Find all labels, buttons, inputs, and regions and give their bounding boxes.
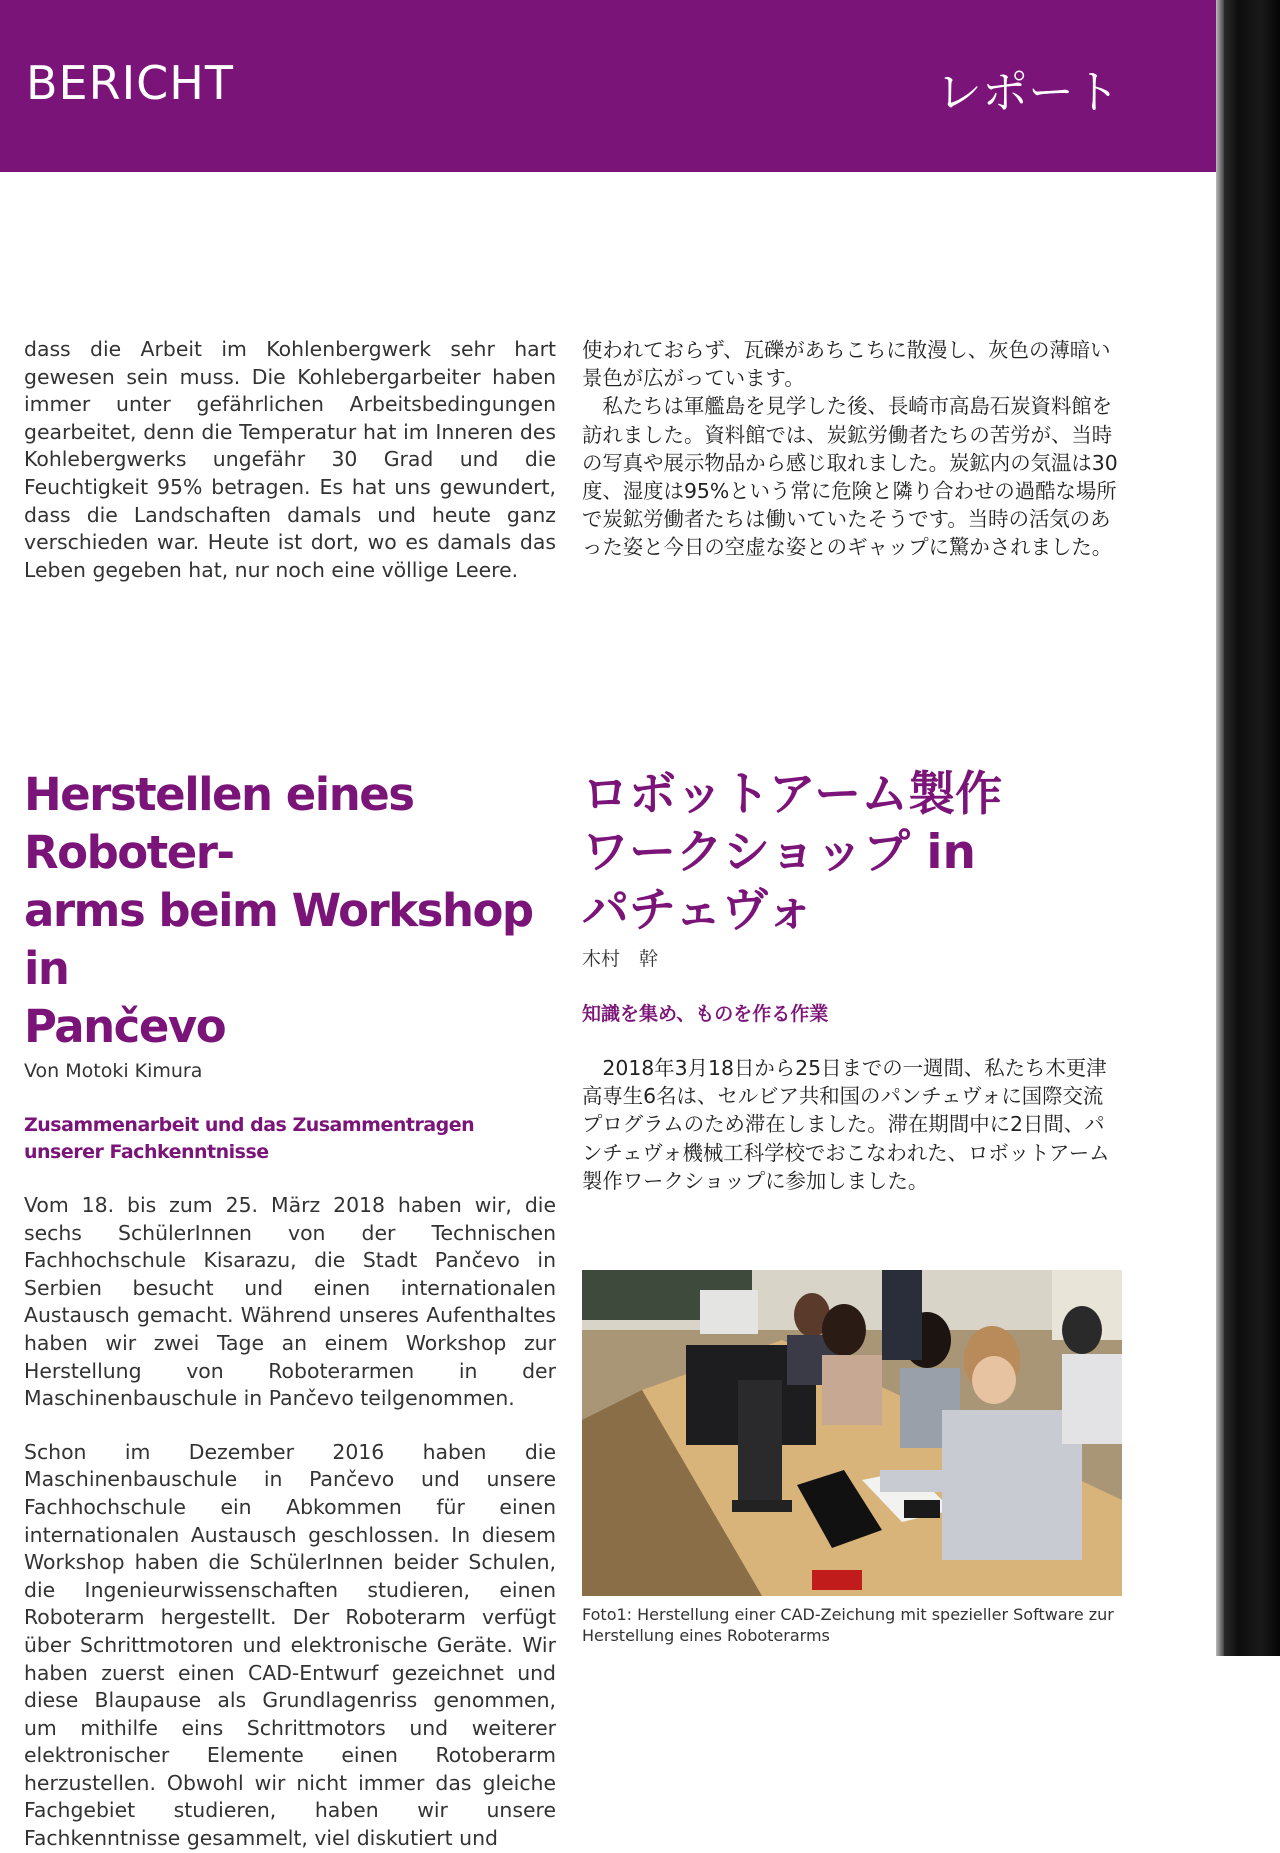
article-title-de-line-1: Herstellen eines Roboter- xyxy=(24,768,414,879)
subheading-de: Zusammenarbeit und das Zusammentragen unserer Fachkenntnisse xyxy=(24,1114,475,1163)
article-paragraph-de-2: Schon im Dezember 2016 haben die Maschinenbauschule in Pančevo und unsere Fachhochschule ein Abkommen für einen internationalen Austausch geschlossen. In diesem Workshop haben die SchülerInnen beider Schulen, die Ingenieurwissenschaften studieren, einen Roboterarm hergestellt. Der Roboterarm verfügt über Schrittmotoren und elektronische Geräte. Wir haben zuerst einen CAD-Entwurf gezeichnet und diese Blaupause als Grundlagenriss genommen, um mithilfe eins Schrittmotors und weiterer elektronischer Elemente einen Rotoberarm herzustellen. Obwohl wir nicht immer das gleiche Fachgebiet studieren, haben wir unsere Fachkenntnisse gesammelt, viel diskutiert und xyxy=(24,1439,556,1851)
article-paragraph-ja-1: 2018年3月18日から25日までの一週間、私たち木更津高専生6名は、セルビア共和国のパンチェヴォに国際交流プログラムのため滞在しました。滞在期間中に2日間、パンチェヴォ機械工科学校でおこなわれた、ロボットアーム製作ワークショップに参加しました。 xyxy=(582,1056,1110,1193)
continuation-column-de xyxy=(24,336,556,584)
section-label-ja: レポート xyxy=(936,65,1120,119)
continuation-column-ja xyxy=(582,336,1122,562)
continuation-paragraph-ja-1: 使われておらず、瓦礫があちこちに散漫し、灰色の薄暗い景色が広がっています。 xyxy=(582,338,1111,391)
article-title-de-line-2: arms beim Workshop in xyxy=(24,884,533,995)
workshop-photo xyxy=(582,1270,1122,1596)
page-binding-edge xyxy=(1216,0,1280,1656)
author-ja: 木村 幹 xyxy=(582,948,659,970)
article-column-de xyxy=(24,766,556,1853)
article-title-de xyxy=(24,766,556,1056)
subheading-ja: 知識を集め、ものを作る作業 xyxy=(582,1003,829,1025)
article-column-ja xyxy=(582,766,1122,1195)
article-title-ja-line-1: ロボットアーム製作 xyxy=(582,767,1003,822)
article-title-ja xyxy=(582,766,1122,940)
photo-caption: Foto1: Herstellung einer CAD-Zeichung mit spezieller Software zur Herstellung eines Roboterarms xyxy=(582,1605,1114,1645)
article-title-ja-line-3: パチェヴォ xyxy=(582,883,814,938)
article-title-de-line-3: Pančevo xyxy=(24,1000,226,1053)
article-title-ja-line-2: ワークショップ in xyxy=(582,825,976,880)
section-header-bar xyxy=(0,0,1216,172)
author-de: Von Motoki Kimura xyxy=(24,1060,203,1082)
article-paragraph-de-1: Vom 18. bis zum 25. März 2018 haben wir, die sechs SchülerInnen von der Technischen Fachhochschule Kisarazu, die Stadt Pančevo in Serbien besucht und einen internationalen Austausch gemacht. Während unseres Aufenthaltes haben wir zwei Tage an einem Workshop zur Herstellung von Roboterarmen in der Maschinenbauschule in Pančevo teilgenommen. xyxy=(24,1193,556,1411)
continuation-paragraph-ja-2: 私たちは軍艦島を見学した後、長崎市高島石炭資料館を訪れました。資料館では、炭鉱労働者たちの苦労が、当時の写真や展示物品から感じ取れました。炭鉱内の気温は30度、湿度は95%という常に危険と隣り合わせの過酷な場所で炭鉱労働者たちは働いていたそうです。当時の活気のあった姿と今日の空虚な姿とのギャップに驚かされました。 xyxy=(582,394,1118,560)
section-label-de: BERICHT xyxy=(26,56,234,110)
continuation-paragraph-de: dass die Arbeit im Kohlenbergwerk sehr hart gewesen sein muss. Die Kohlebergarbeiter haben immer unter gefährlichen Arbeitsbedingungen gearbeitet, denn die Temperatur hat im Inneren des Kohlebergwerks ungefähr 30 Grad und die Feuchtigkeit 95% betragen. Es hat uns gewundert, dass die Landschaften damals und heute ganz verschieden war. Heute ist dort, wo es damals das Leben gegeben hat, nur noch eine völlige Leere. xyxy=(24,337,556,582)
workshop-photo-illustration xyxy=(582,1270,1122,1596)
